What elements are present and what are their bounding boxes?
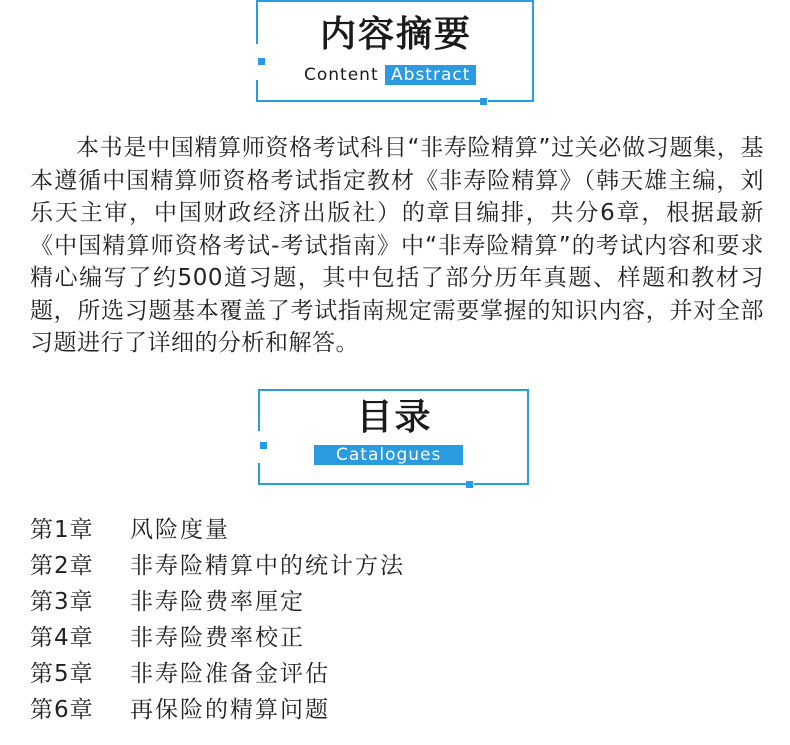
abstract-subtitle-highlight: Abstract <box>385 65 476 85</box>
abstract-paragraph: 本书是中国精算师资格考试科目“非寿险精算”过关必做习题集，基本遵循中国精算师资格考试指定教材《非寿险精算》（韩天雄主编，刘乐天主审，中国财政经济出版社）的章目编排，共分6章，根据最新《中国精算师资格考试-考试指南》中“非寿险精算”的考试内容和要求精心编写了约500道习题，其中包括了部分历年真题、样题和教材习题，所选习题基本覆盖了考试指南规定需要掌握的知识内容，并对全部习题进行了详细的分析和解答。 <box>30 135 764 356</box>
frame-top-line <box>256 0 534 2</box>
frame-square-left <box>258 58 265 65</box>
toc-chapter-title: 非寿险精算中的统计方法 <box>130 553 405 579</box>
frame-left-lower-line <box>258 463 260 485</box>
frame-square-bottom <box>480 98 487 105</box>
toc-chapter-title: 非寿险费率校正 <box>130 625 305 651</box>
toc-chapter-number: 第4章 <box>30 625 94 651</box>
toc-chapter-number: 第5章 <box>30 661 94 687</box>
catalog-subtitle-highlight: Catalogues <box>314 445 463 465</box>
frame-bottom-right-line <box>488 100 534 102</box>
toc-chapter-title: 再保险的精算问题 <box>130 697 330 723</box>
toc-chapter-title: 非寿险准备金评估 <box>130 661 330 687</box>
frame-bottom-right-line <box>474 483 529 485</box>
toc-item <box>30 512 405 548</box>
abstract-header <box>256 0 536 104</box>
toc-item <box>30 548 405 584</box>
toc-item <box>30 584 405 620</box>
table-of-contents <box>30 512 405 728</box>
toc-chapter-title: 非寿险费率厘定 <box>130 589 305 615</box>
toc-chapter-number: 第1章 <box>30 517 94 543</box>
abstract-subtitle-plain: Content <box>304 65 379 85</box>
frame-square-bottom <box>466 481 473 488</box>
toc-chapter-title: 风险度量 <box>130 517 230 543</box>
toc-chapter-number: 第3章 <box>30 589 94 615</box>
catalog-subtitle <box>314 445 463 465</box>
abstract-subtitle <box>304 65 476 85</box>
frame-square-left <box>260 442 267 449</box>
catalog-header <box>258 389 531 487</box>
catalog-title: 目录 <box>356 397 433 438</box>
toc-item <box>30 656 405 692</box>
frame-left-lower-line <box>256 80 258 102</box>
toc-chapter-number: 第6章 <box>30 697 94 723</box>
abstract-title: 内容摘要 <box>319 14 472 55</box>
frame-top-line <box>258 389 529 391</box>
toc-item <box>30 620 405 656</box>
frame-bottom-line <box>256 100 480 102</box>
frame-bottom-line <box>258 483 466 485</box>
toc-chapter-number: 第2章 <box>30 553 94 579</box>
toc-item <box>30 692 405 728</box>
